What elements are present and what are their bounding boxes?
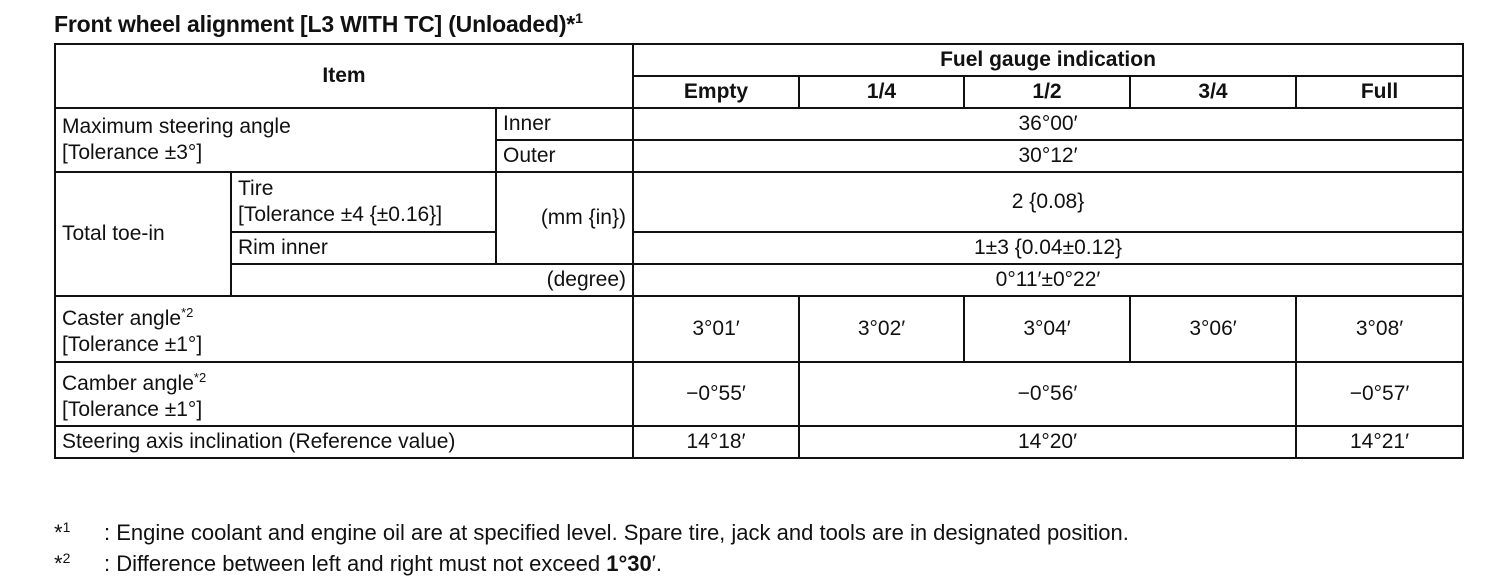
caster-value-quarter: 3°02′: [799, 296, 964, 362]
caster-value-half: 3°04′: [964, 296, 1130, 362]
degree-toe-value: 0°11′±0°22′: [633, 264, 1463, 296]
rim-toe-value: 1±3 {0.04±0.12}: [633, 232, 1463, 264]
tire-label-line1: Tire: [238, 177, 274, 200]
max-steer-inner-row: [55, 108, 1463, 140]
steer-axis-row: [55, 426, 1463, 458]
max-steer-label-line2: [Tolerance ±3°]: [62, 141, 203, 164]
level-full-header: Full: [1296, 76, 1463, 108]
outer-value: 30°12′: [633, 140, 1463, 172]
camber-value-full: −0°57′: [1296, 362, 1463, 426]
caster-label-line1: Caster angle$^{*2}$: [62, 305, 194, 330]
footnotes: [54, 512, 1129, 574]
caster-row: [55, 296, 1463, 362]
footnote-2: [54, 543, 1129, 574]
steer-axis-label: Steering axis inclination (Reference value): [55, 426, 633, 458]
footnote-2-bold-value: 1°30: [606, 551, 652, 576]
footnote-2-tail: ′.: [651, 551, 662, 576]
caster-label: [55, 296, 633, 362]
footnote-1: [54, 512, 1129, 543]
caster-value-full: 3°08′: [1296, 296, 1463, 362]
rim-inner-label: Rim inner: [231, 232, 496, 264]
caster-value-three-quarter: 3°06′: [1130, 296, 1296, 362]
camber-value-mid: −0°56′: [799, 362, 1296, 426]
camber-label: [55, 362, 633, 426]
camber-label-line2: [Tolerance ±1°]: [62, 398, 203, 421]
steer-axis-value-full: 14°21′: [1296, 426, 1463, 458]
tire-toe-value: 2 {0.08}: [633, 172, 1463, 232]
tire-label: [231, 172, 496, 232]
unit-degree: (degree): [231, 264, 633, 296]
steer-axis-value-mid: 14°20′: [799, 426, 1296, 458]
caster-label-line2: [Tolerance ±1°]: [62, 333, 203, 356]
level-quarter-header: 1/4: [799, 76, 964, 108]
footnote-1-text: : Engine coolant and engine oil are at specified level. Spare tire, jack and tools are in designated position.: [104, 520, 1129, 545]
footnote-2-mark: *$^2$: [54, 550, 71, 576]
unit-mm-in: (mm {in}): [496, 172, 633, 264]
toe-rim-row: [55, 232, 1463, 264]
camber-footnote-mark: *2: [193, 370, 207, 385]
max-steer-label-line1: Maximum steering angle: [62, 115, 291, 138]
total-toe-in-label: Total toe-in: [55, 172, 231, 296]
steer-axis-value-empty: 14°18′: [633, 426, 799, 458]
title-footnote-mark: 1: [575, 10, 583, 26]
camber-row: [55, 362, 1463, 426]
inner-label: Inner: [496, 108, 633, 140]
alignment-table: [54, 43, 1464, 459]
level-three-quarter-header: 3/4: [1130, 76, 1296, 108]
tire-label-line2: [Tolerance ±4 {±0.16}]: [238, 203, 443, 226]
footnote-2-text: : Difference between left and right must not exceed: [104, 551, 607, 576]
item-header: Item: [55, 44, 633, 108]
footnote-1-mark: *$^1$: [54, 519, 71, 545]
outer-label: Outer: [496, 140, 633, 172]
page-title: [54, 10, 583, 38]
camber-label-line1: Camber angle$^{*2}$: [62, 370, 207, 395]
caster-value-empty: 3°01′: [633, 296, 799, 362]
toe-tire-row: [55, 172, 1463, 232]
level-half-header: 1/2: [964, 76, 1130, 108]
toe-degree-row: [55, 264, 1463, 296]
max-steer-label: [55, 108, 496, 172]
camber-value-empty: −0°55′: [633, 362, 799, 426]
inner-value: 36°00′: [633, 108, 1463, 140]
title-text: Front wheel alignment [L3 WITH TC] (Unloaded)*: [54, 11, 576, 37]
fuel-gauge-header: Fuel gauge indication: [633, 44, 1463, 76]
caster-footnote-mark: *2: [181, 305, 194, 320]
level-empty-header: Empty: [633, 76, 799, 108]
header-row-1: [55, 44, 1463, 76]
